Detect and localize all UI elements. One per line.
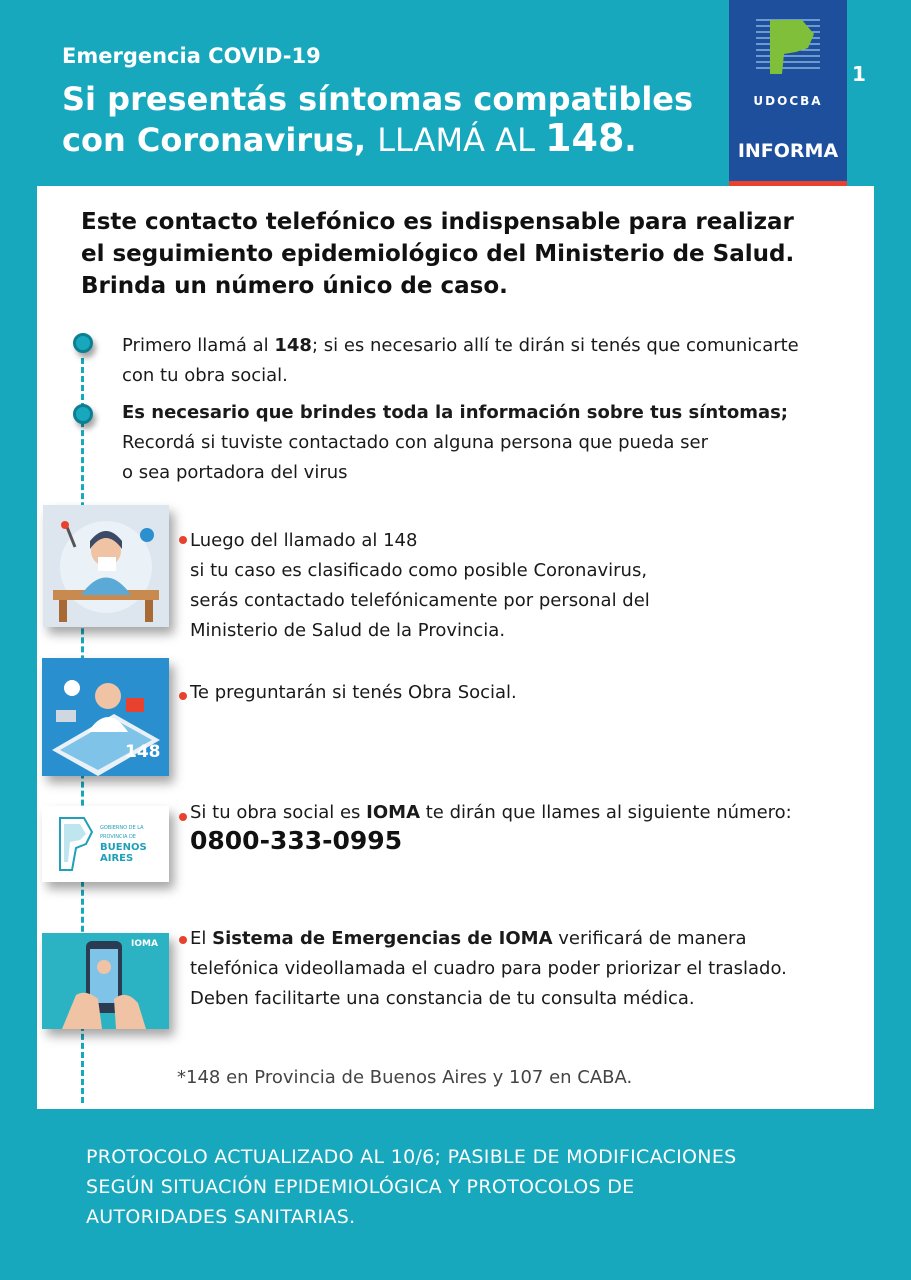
- province-map-icon: [54, 816, 94, 872]
- header-kicker: Emergencia COVID-19: [62, 44, 321, 68]
- step-line: [190, 798, 870, 828]
- footer-line: SEGÚN SITUACIÓN EPIDEMIOLÓGICA Y PROTOCOLOS DE: [86, 1176, 635, 1198]
- step-line: Deben facilitarte una constancia de tu consulta médica.: [190, 988, 695, 1009]
- bullet-dot: [179, 936, 187, 944]
- gob-line: BUENOS: [100, 842, 147, 853]
- buenos-aires-map-logo-icon: [756, 14, 820, 76]
- gob-line: PROVINCIA DE: [100, 834, 136, 840]
- step-third: [190, 526, 870, 646]
- intro-line: Este contacto telefónico es indispensable para realizar: [81, 209, 794, 235]
- intro-line: el seguimiento epidemiológico del Ministerio de Salud.: [81, 241, 795, 267]
- timeline-dot: [73, 333, 93, 353]
- header-title-line1: Si presentás síntomas compatibles: [62, 80, 694, 118]
- step-bold: IOMA: [366, 802, 420, 823]
- step-text: te dirán que llames al siguiente número:: [420, 802, 792, 823]
- footer-line: PROTOCOLO ACTUALIZADO AL 10/6; PASIBLE DE MODIFICACIONES: [86, 1146, 737, 1168]
- bullet-dot: [179, 813, 187, 821]
- sick-person-illustration-icon: [43, 505, 169, 627]
- step-second: [122, 398, 862, 488]
- step-line: Ministerio de Salud de la Provincia.: [190, 620, 506, 641]
- intro-text: [81, 206, 861, 302]
- step-text: Si tu obra social es: [190, 802, 367, 823]
- ioma-phone-number: 0800-333-0995: [190, 826, 403, 855]
- step-line: [190, 924, 870, 954]
- header-title-line2: [62, 116, 702, 160]
- badge-org: UDOCBA: [753, 94, 823, 108]
- phone-148-label: 148: [125, 742, 161, 762]
- ioma-tag: IOMA: [131, 939, 158, 949]
- bullet-dot: [179, 692, 187, 700]
- step-text: El: [190, 928, 213, 949]
- step-bold: 148: [274, 335, 312, 356]
- gobierno-buenos-aires-logo: [42, 806, 169, 882]
- header-title-text: con Coronavirus,: [62, 121, 378, 159]
- gob-text: [100, 824, 147, 864]
- step-line: Recordá si tuviste contactado con alguna persona que pueda ser: [122, 432, 709, 453]
- step-bold: Sistema de Emergencias de IOMA: [212, 928, 553, 949]
- protocol-footer: [86, 1142, 866, 1232]
- gob-line: GOBIERNO DE LA: [100, 825, 144, 831]
- step-line: si tu caso es clasificado como posible Coronavirus,: [190, 560, 648, 581]
- step-line: con tu obra social.: [122, 365, 288, 386]
- header-title: [62, 80, 702, 160]
- footer-line: AUTORIDADES SANITARIAS.: [86, 1206, 356, 1228]
- gob-line: AIRES: [100, 853, 134, 864]
- step-line: o sea portadora del virus: [122, 462, 348, 483]
- step-text: ; si es necesario allí te dirán si tenés que comunicarte: [311, 335, 799, 356]
- page-number: 1: [852, 62, 866, 86]
- step-first: [122, 331, 862, 391]
- header-title-call: LLAMÁ AL: [377, 121, 546, 159]
- step-fourth: [190, 678, 870, 708]
- phone-148-illustration: [42, 658, 169, 776]
- ioma-videocall-illustration: [42, 933, 169, 1029]
- badge-label: INFORMA: [737, 140, 839, 162]
- step-line-bold: Es necesario que brindes toda la información sobre tus síntomas;: [122, 402, 789, 423]
- bullet-dot: [179, 536, 187, 544]
- footnote: *148 en Provincia de Buenos Aires y 107 en CABA.: [177, 1067, 633, 1088]
- step-line: Luego del llamado al 148: [190, 530, 418, 551]
- step-sixth: [190, 924, 870, 1014]
- step-text: verificará de manera: [552, 928, 747, 949]
- step-fifth: [190, 798, 870, 828]
- intro-line: Brinda un número único de caso.: [81, 273, 508, 299]
- step-line: Te preguntarán si tenés Obra Social.: [190, 682, 517, 703]
- header-title-end: .: [624, 121, 637, 159]
- header-title-number: 148: [545, 116, 625, 160]
- timeline-dot: [73, 404, 93, 424]
- step-text: Primero llamá al: [122, 335, 275, 356]
- step-line: [122, 331, 862, 361]
- step-line: serás contactado telefónicamente por personal del: [190, 590, 650, 611]
- udocba-badge: [729, 0, 847, 188]
- step-line: telefónica videollamada el cuadro para poder priorizar el traslado.: [190, 958, 787, 979]
